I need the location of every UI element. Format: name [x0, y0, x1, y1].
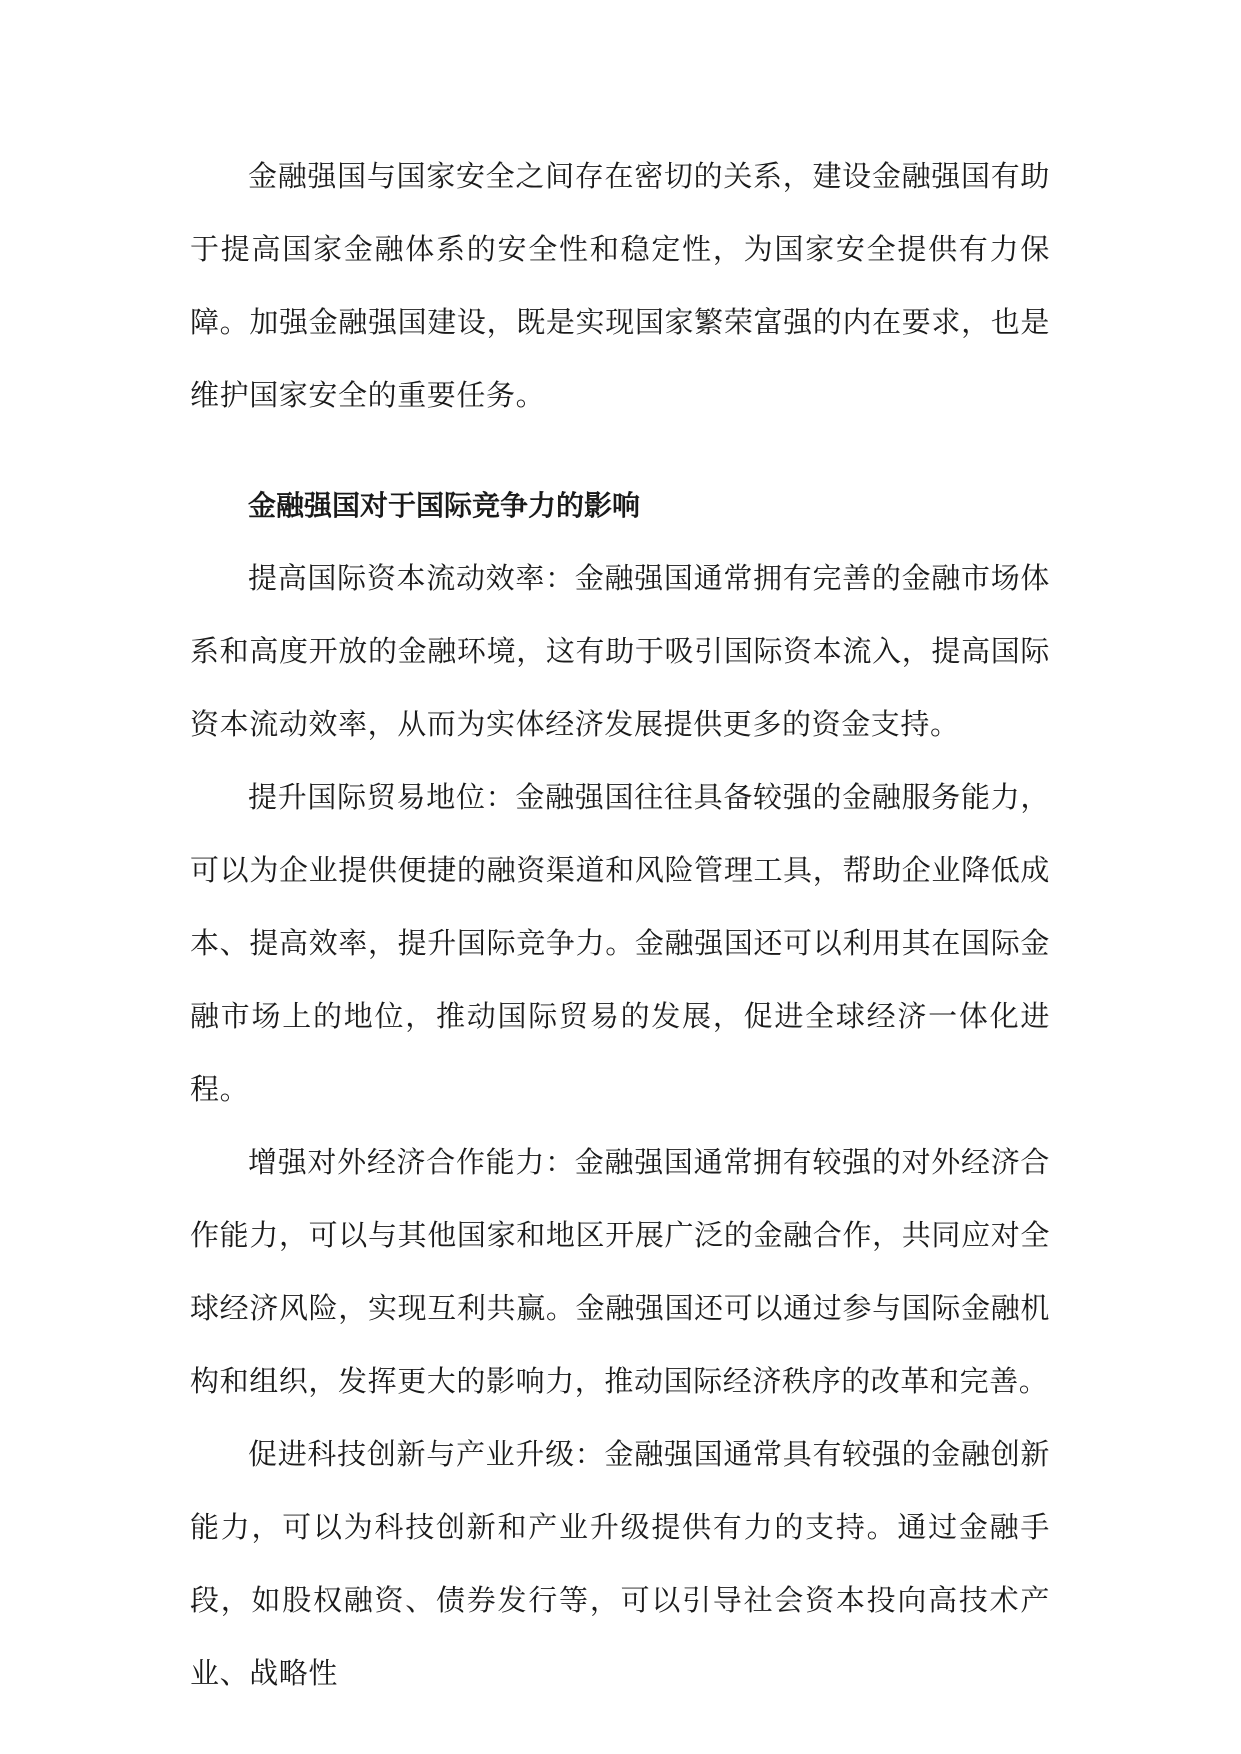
document-body	[190, 140, 1050, 1710]
paragraph-economic-cooperation: 增强对外经济合作能力：金融强国通常拥有较强的对外经济合作能力，可以与其他国家和地区开展广泛的金融合作，共同应对全球经济风险，实现互利共赢。金融强国还可以通过参与国际金融机构和组织，发挥更大的影响力，推动国际经济秩序的改革和完善。	[190, 1145, 1050, 1398]
paragraph-trade-status: 提升国际贸易地位：金融强国往往具备较强的金融服务能力，可以为企业提供便捷的融资渠道和风险管理工具，帮助企业降低成本、提高效率，提升国际竞争力。金融强国还可以利用其在国际金融市场上的地位，推动国际贸易的发展，促进全球经济一体化进程。	[190, 780, 1050, 1106]
paragraph-innovation: 促进科技创新与产业升级：金融强国通常具有较强的金融创新能力，可以为科技创新和产业升级提供有力的支持。通过金融手段，如股权融资、债券发行等，可以引导社会资本投向高技术产业、战略性	[190, 1437, 1050, 1690]
paragraph-capital-flow: 提高国际资本流动效率：金融强国通常拥有完善的金融市场体系和高度开放的金融环境，这有助于吸引国际资本流入，提高国际资本流动效率，从而为实体经济发展提供更多的资金支持。	[190, 561, 1050, 741]
paragraph-national-security: 金融强国与国家安全之间存在密切的关系，建设金融强国有助于提高国家金融体系的安全性和稳定性，为国家安全提供有力保障。加强金融强国建设，既是实现国家繁荣富强的内在要求，也是维护国家安全的重要任务。	[190, 159, 1050, 412]
section-heading: 金融强国对于国际竞争力的影响	[248, 489, 641, 522]
